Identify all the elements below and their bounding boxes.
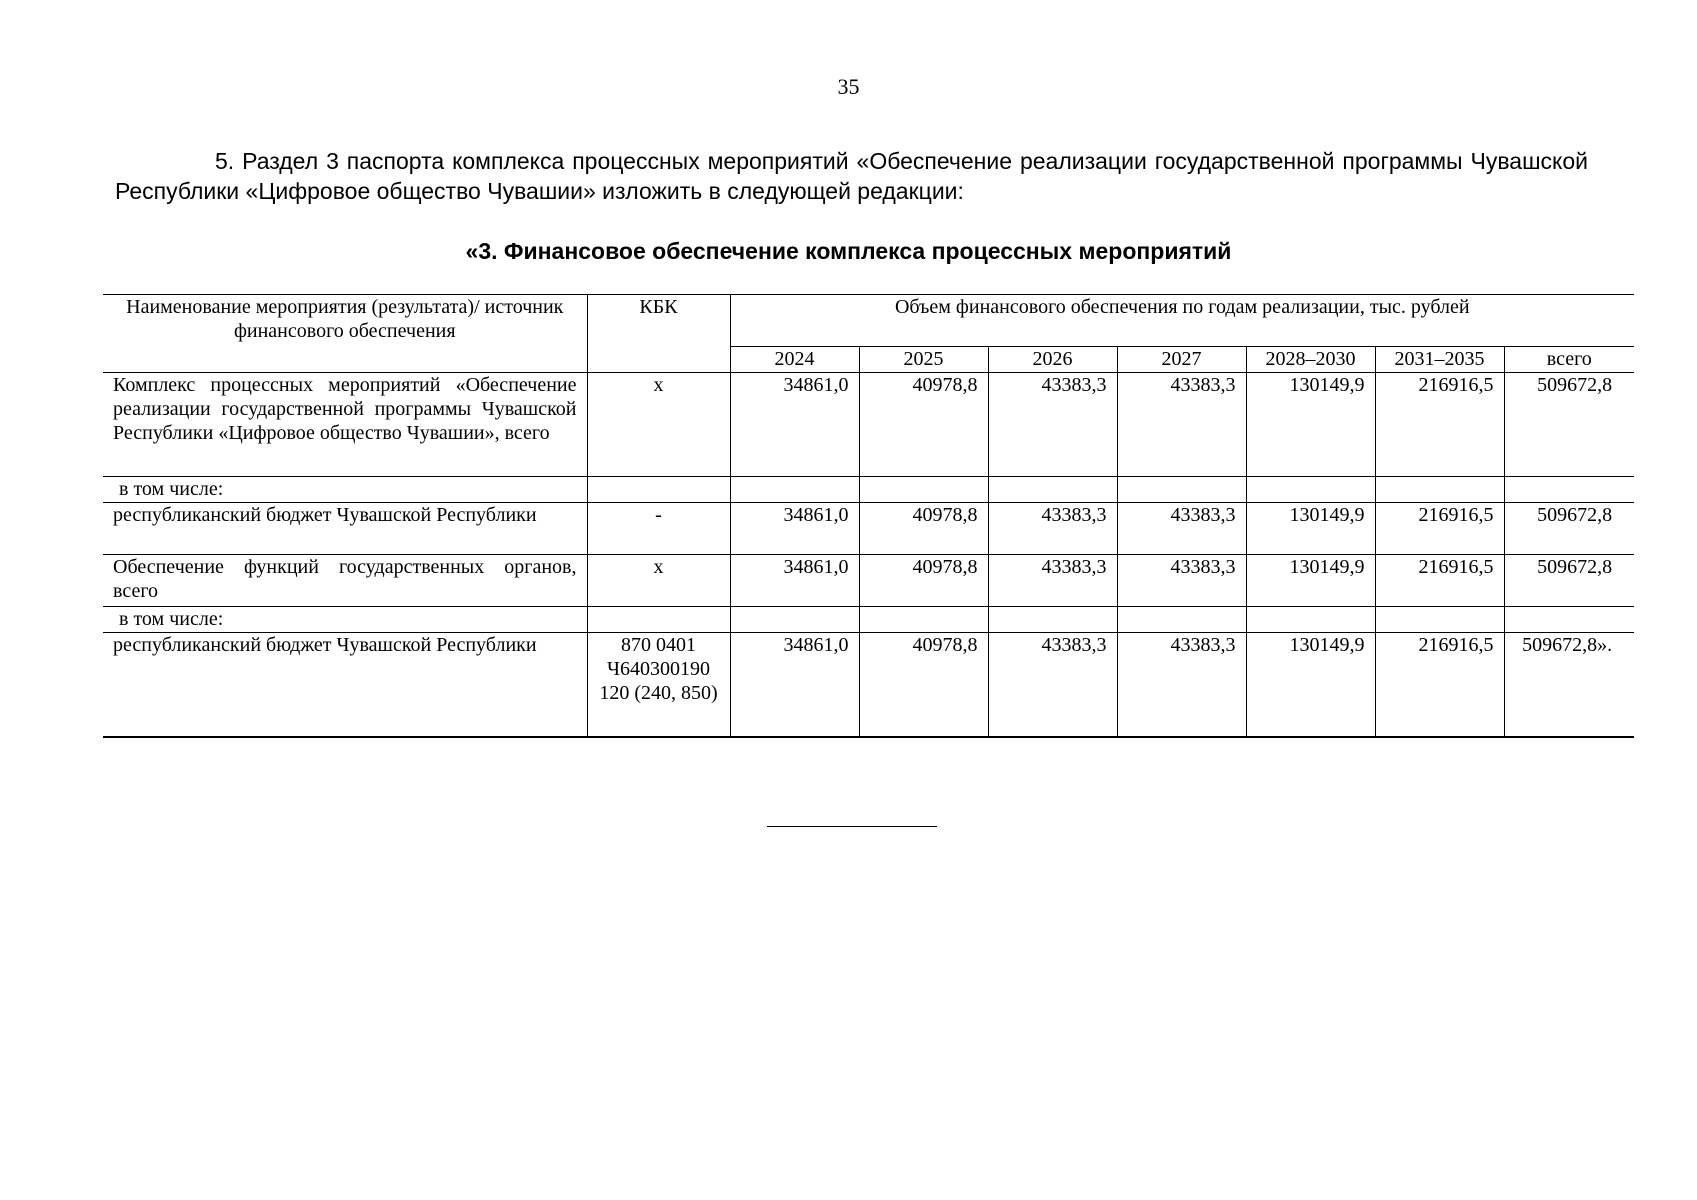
row-total: 509672,8».: [1504, 633, 1634, 737]
finance-table: [103, 294, 1634, 738]
row-value: [730, 477, 859, 503]
header-year-total: всего: [1504, 347, 1634, 373]
row-value: [1246, 477, 1375, 503]
header-volume-column: Объем финансового обеспечения по годам реализации, тыс. рублей: [730, 295, 1634, 347]
row-value: 40978,8: [859, 503, 988, 555]
row-name: республиканский бюджет Чувашской Республики: [103, 633, 587, 737]
row-value: 43383,3: [988, 503, 1117, 555]
row-value: 216916,5: [1375, 555, 1504, 607]
row-total: [1504, 477, 1634, 503]
row-value: 43383,3: [1117, 373, 1246, 477]
header-kbk-column: КБК: [587, 295, 730, 373]
row-value: [1375, 607, 1504, 633]
table-row: [103, 503, 1634, 555]
row-value: 43383,3: [988, 555, 1117, 607]
header-year: 2031–2035: [1375, 347, 1504, 373]
row-value: 43383,3: [1117, 633, 1246, 737]
table-row: [103, 555, 1634, 607]
row-kbk: [587, 477, 730, 503]
footer-divider: [767, 826, 937, 827]
row-value: [1375, 477, 1504, 503]
row-value: 34861,0: [730, 373, 859, 477]
row-value: 216916,5: [1375, 373, 1504, 477]
row-value: [859, 477, 988, 503]
row-value: 43383,3: [988, 373, 1117, 477]
page-number: 35: [837, 74, 860, 99]
row-value: 34861,0: [730, 633, 859, 737]
row-value: [1246, 607, 1375, 633]
row-value: 130149,9: [1246, 503, 1375, 555]
row-value: 43383,3: [1117, 555, 1246, 607]
row-value: 130149,9: [1246, 373, 1375, 477]
header-year: 2025: [859, 347, 988, 373]
row-value: [1117, 477, 1246, 503]
row-name: Обеспечение функций государственных органов, всего: [103, 555, 587, 607]
table-row: [103, 373, 1634, 477]
row-total: 509672,8: [1504, 373, 1634, 477]
row-kbk: [587, 607, 730, 633]
row-name: в том числе:: [103, 477, 587, 503]
section-title: «3. Финансовое обеспечение комплекса процессных мероприятий: [465, 238, 1232, 264]
row-value: 43383,3: [1117, 503, 1246, 555]
row-name: республиканский бюджет Чувашской Республики: [103, 503, 587, 555]
table-row: [103, 633, 1634, 737]
row-value: 40978,8: [859, 555, 988, 607]
row-value: 43383,3: [988, 633, 1117, 737]
header-year: 2026: [988, 347, 1117, 373]
intro-paragraph: 5. Раздел 3 паспорта комплекса процессных мероприятий «Обеспечение реализации государственной программы Чувашской Республики «Цифровое общество Чувашии» изложить в следующей редакции:: [115, 148, 1588, 204]
row-value: 216916,5: [1375, 633, 1504, 737]
row-value: [988, 477, 1117, 503]
row-kbk: -: [587, 503, 730, 555]
row-value: 34861,0: [730, 555, 859, 607]
row-value: 34861,0: [730, 503, 859, 555]
row-value: [859, 607, 988, 633]
row-name: Комплекс процессных мероприятий «Обеспечение реализации государственной программы Чувашской Республики «Цифровое общество Чувашии», всего: [103, 373, 587, 477]
row-total: 509672,8: [1504, 555, 1634, 607]
table-row: [103, 607, 1634, 633]
row-name: в том числе:: [103, 607, 587, 633]
row-total: 509672,8: [1504, 503, 1634, 555]
row-kbk: х: [587, 373, 730, 477]
row-value: 40978,8: [859, 633, 988, 737]
row-value: 40978,8: [859, 373, 988, 477]
header-name-column: Наименование мероприятия (результата)/ источник финансового обеспечения: [103, 295, 587, 373]
table-row: [103, 477, 1634, 503]
header-year: 2024: [730, 347, 859, 373]
row-value: 130149,9: [1246, 555, 1375, 607]
header-year: 2027: [1117, 347, 1246, 373]
header-year: 2028–2030: [1246, 347, 1375, 373]
row-total: [1504, 607, 1634, 633]
row-kbk: 870 0401 Ч640300190 120 (240, 850): [587, 633, 730, 737]
row-value: [1117, 607, 1246, 633]
row-value: [988, 607, 1117, 633]
row-value: 130149,9: [1246, 633, 1375, 737]
row-value: 216916,5: [1375, 503, 1504, 555]
row-kbk: х: [587, 555, 730, 607]
row-value: [730, 607, 859, 633]
